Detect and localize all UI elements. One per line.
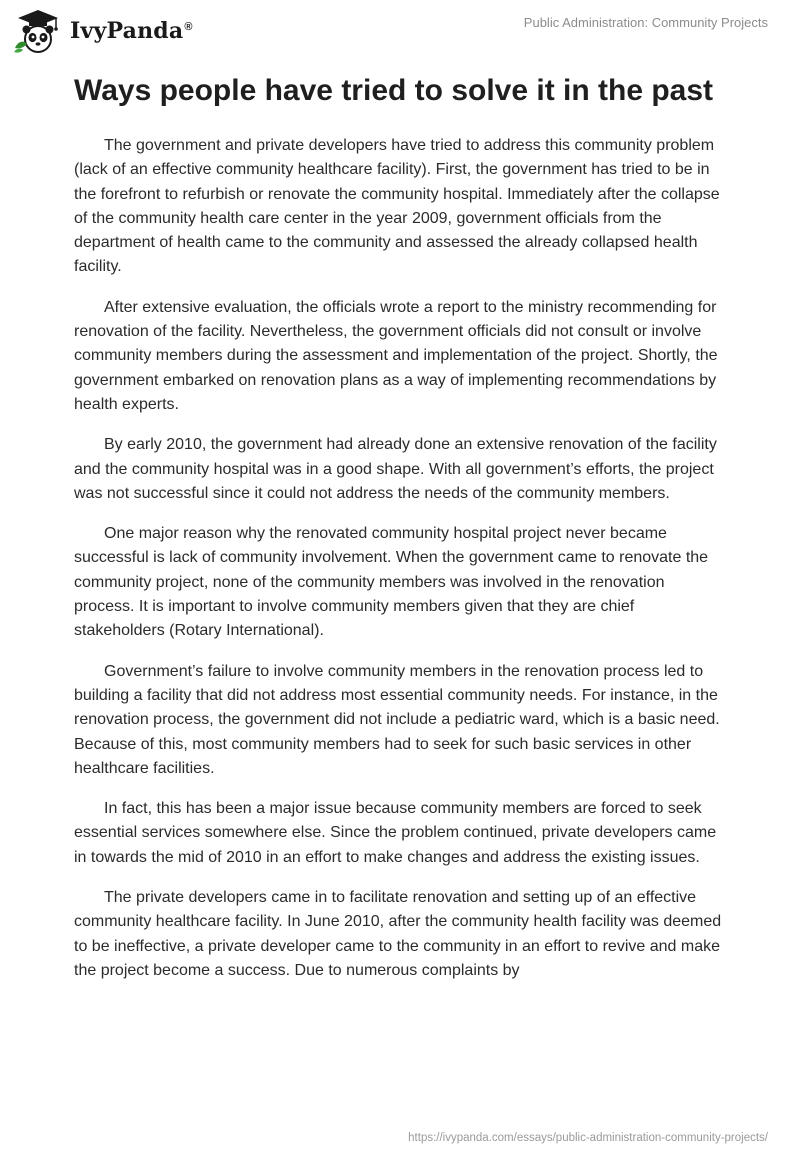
paragraph: After extensive evaluation, the officials wrote a report to the ministry recommending for renovation of the facility. Nevertheless, the government officials did not consult or involve community members during the assessment and implementation of the project. Shortly, the government embarked on renovation plans as a way of implementing recommendations by health experts. xyxy=(74,298,718,413)
brand-name: IvyPanda® xyxy=(70,18,193,44)
paragraph: The government and private developers have tried to address this community problem (lack of an effective community healthcare facility). First, the government has tried to be in the forefront to refurbish or renovate the community hospital. Immediately after the collapse of the community health care center in the year 2009, government officials from the department of health came to the community and assessed the already collapsed health facility. xyxy=(74,137,720,276)
paragraph: One major reason why the renovated community hospital project never became successful is lack of community involvement. When the government came to renovate the community project, none of the community members was involved in the renovation process. It is important to involve community members given that they are chief stakeholders (Rotary International). xyxy=(74,525,709,640)
section-heading: Ways people have tried to solve it in the past xyxy=(74,74,714,107)
article-body xyxy=(74,134,726,999)
paragraph: The private developers came in to facilitate renovation and setting up of an effective community healthcare facility. In June 2010, after the community health facility was deemed to be ineffective, a private developer came to the community in an effort to revive and make the project become a success. Due to numerous complaints by xyxy=(74,889,722,979)
paragraph: By early 2010, the government had already done an extensive renovation of the facility and the community hospital was in a good shape. With all government’s efforts, the project was not successful since it could not address the needs of the community members. xyxy=(74,436,717,502)
registered-mark: ® xyxy=(184,20,193,33)
paragraph: In fact, this has been a major issue because community members are forced to seek essential services somewhere else. Since the problem continued, private developers came in towards the mid of 2010 in an effort to make changes and address the existing issues. xyxy=(74,800,717,866)
page-header xyxy=(0,0,800,64)
site-logo[interactable] xyxy=(12,8,193,54)
paragraph: Government’s failure to involve community members in the renovation process led to building a facility that did not address most essential community needs. For instance, in the renovation process, the government did not include a pediatric ward, which is a basic need. Because of this, most community members had to seek for such basic services in other healthcare facilities. xyxy=(74,662,720,777)
source-url[interactable]: https://ivypanda.com/essays/public-administration-community-projects/ xyxy=(408,1132,768,1144)
document-title: Public Administration: Community Projects xyxy=(523,15,768,30)
panda-graduation-cap-icon xyxy=(12,8,64,54)
